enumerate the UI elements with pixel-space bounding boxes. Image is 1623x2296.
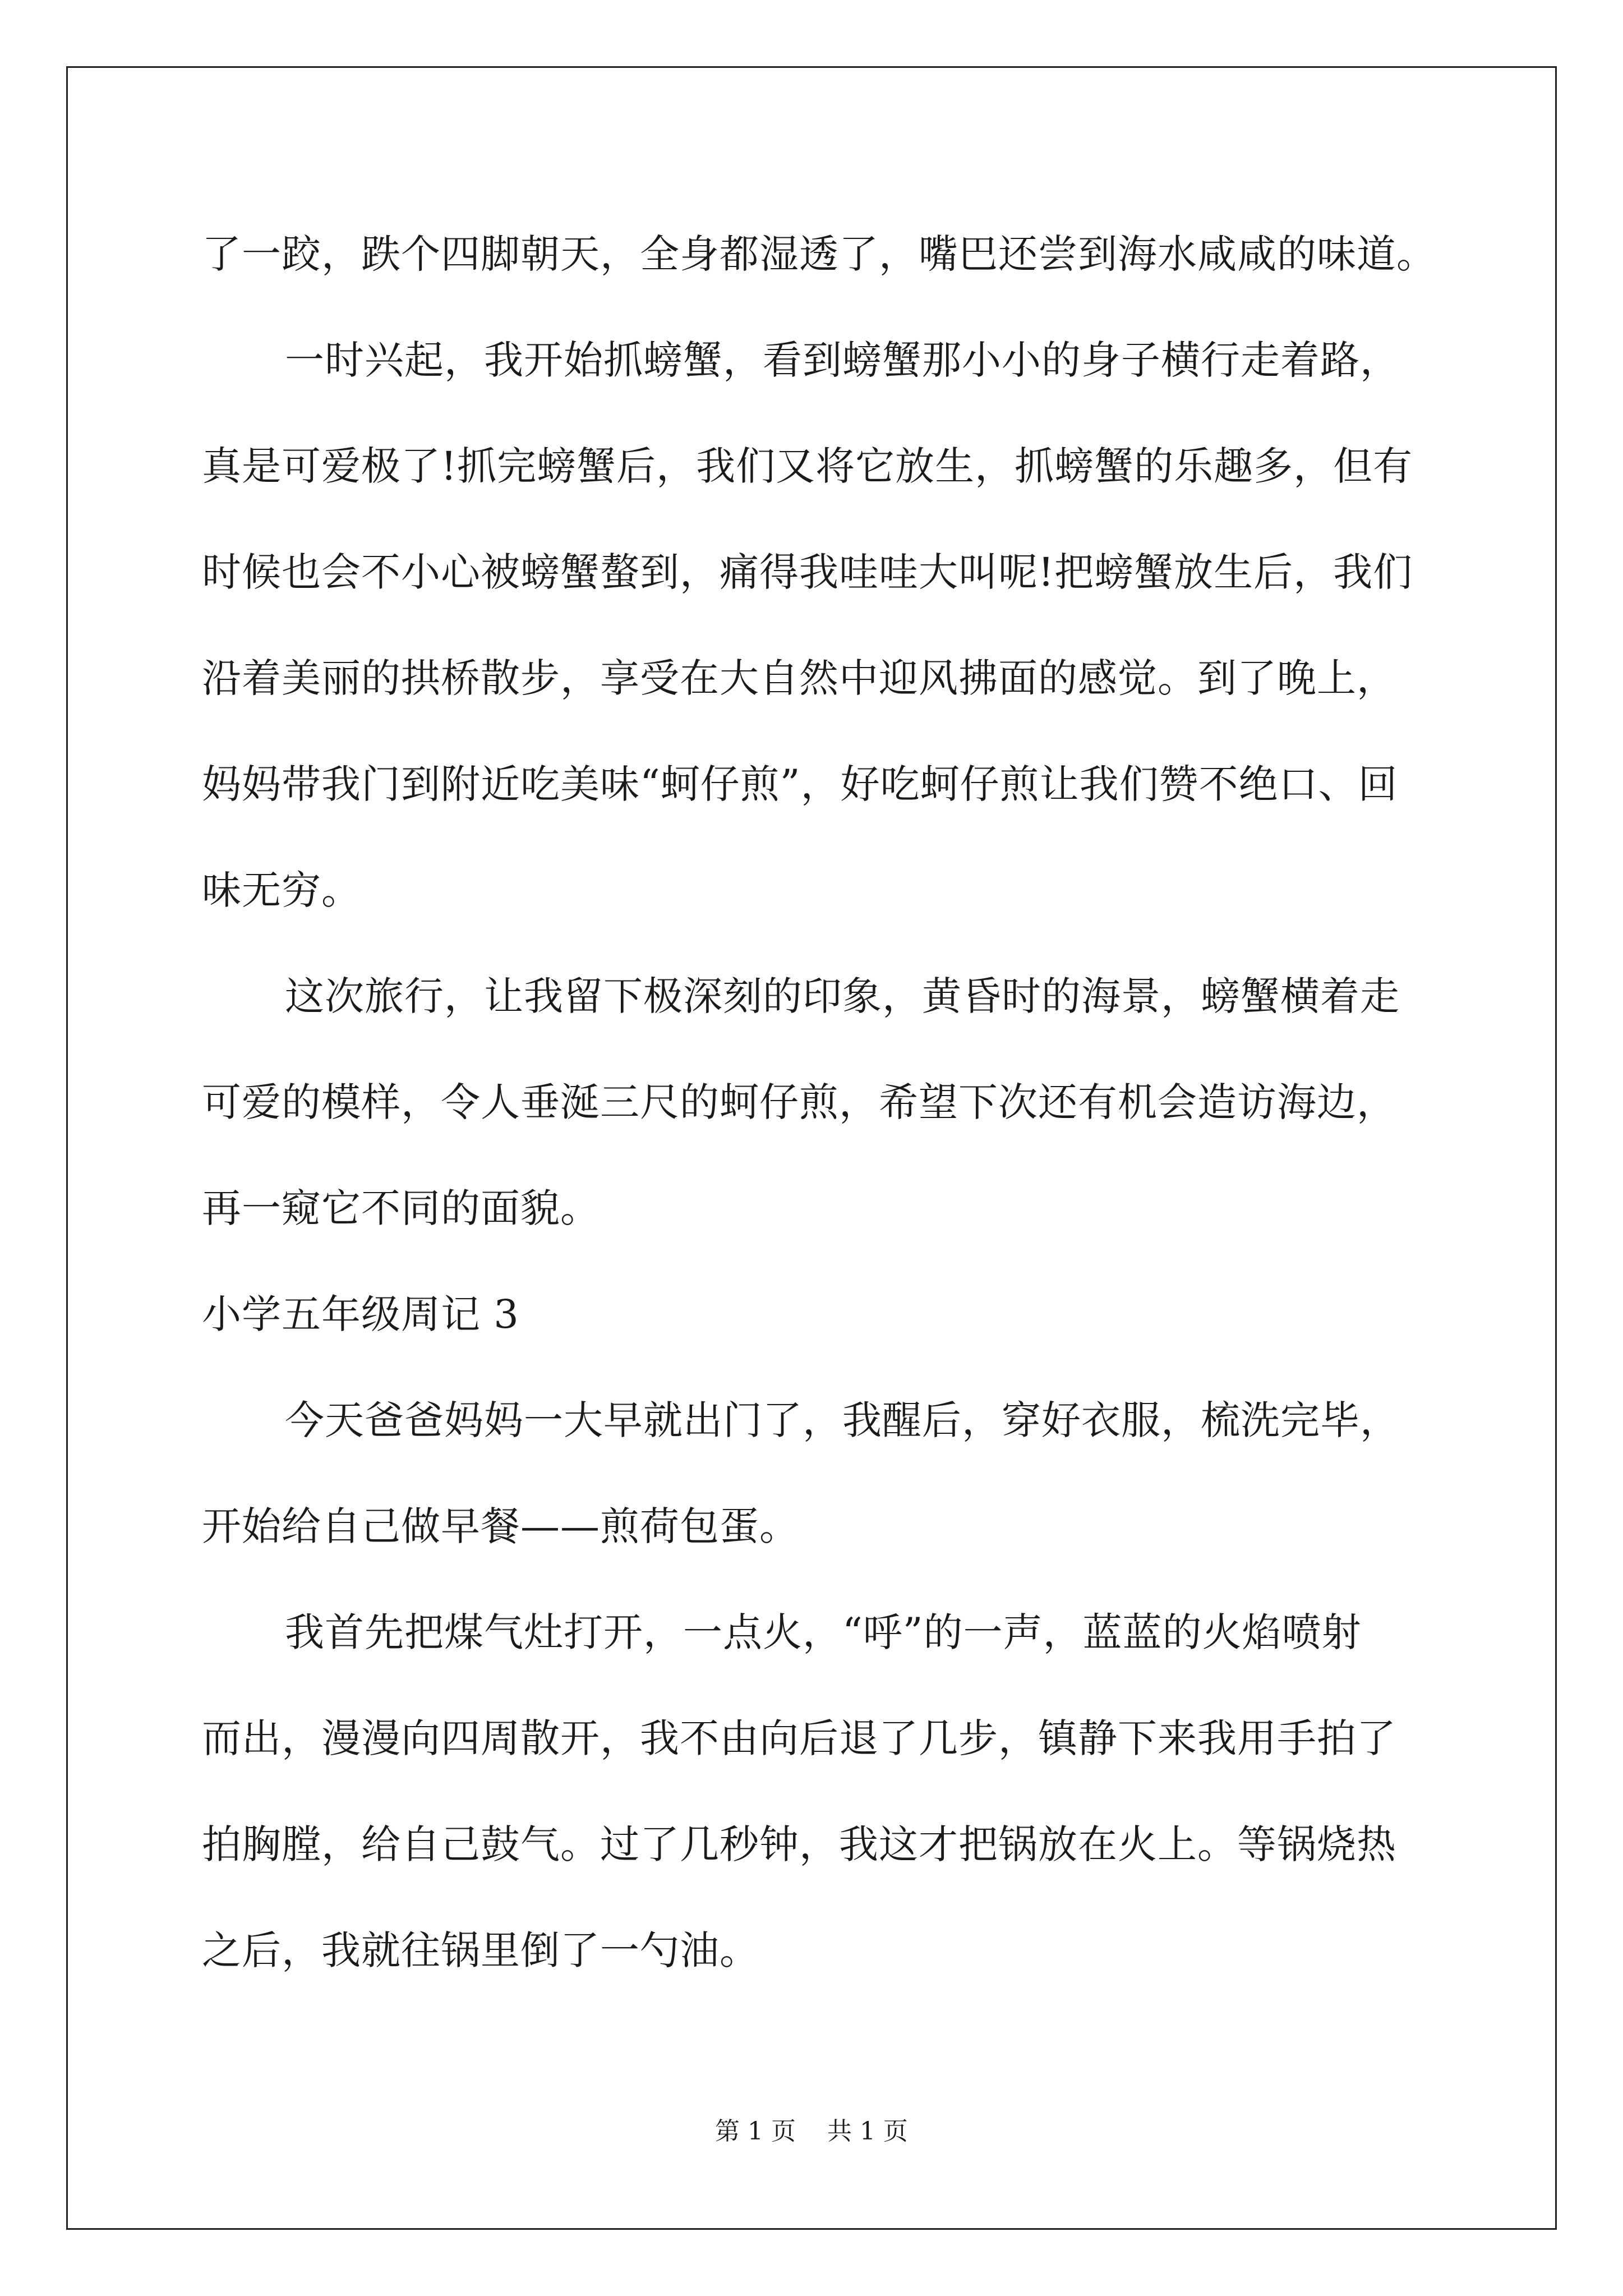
text-line: 而出，漫漫向四周散开，我不由向后退了几步，镇静下来我用手拍了 <box>202 1715 1396 1761</box>
text-line: 了一跤，跌个四脚朝天，全身都湿透了，嘴巴还尝到海水咸咸的味道。 <box>202 231 1436 277</box>
text-line: 可爱的模样，令人垂涎三尺的蚵仔煎，希望下次还有机会造访海边， <box>202 1079 1396 1125</box>
text-line: 再一窥它不同的面貌。 <box>202 1185 600 1231</box>
paragraph-start-line: 我首先把煤气灶打开，一点火，“呼”的一声，蓝蓝的火焰喷射 <box>285 1609 1362 1655</box>
page-footer: 第 1 页 共 1 页 <box>715 2117 908 2146</box>
text-line: 时候也会不小心被螃蟹螯到，痛得我哇哇大叫呢!把螃蟹放生后，我们 <box>202 549 1413 595</box>
paragraph-start-line: 今天爸爸妈妈一大早就出门了，我醒后，穿好衣服，梳洗完毕， <box>285 1397 1400 1443</box>
text-line: 之后，我就往锅里倒了一勺油。 <box>202 1927 759 1973</box>
text-line: 沿着美丽的拱桥散步，享受在大自然中迎风拂面的感觉。到了晚上， <box>202 655 1396 701</box>
document-body <box>202 212 1469 2014</box>
text-line: 开始给自己做早餐——煎荷包蛋。 <box>202 1503 799 1549</box>
paragraph-start-line: 一时兴起，我开始抓螃蟹，看到螃蟹那小小的身子横行走着路， <box>285 337 1400 383</box>
text-line: 真是可爱极了!抓完螃蟹后，我们又将它放生，抓螃蟹的乐趣多，但有 <box>202 443 1413 489</box>
paragraph-start-line: 这次旅行，让我留下极深刻的印象，黄昏时的海景，螃蟹横着走 <box>285 973 1400 1019</box>
text-line: 拍胸膛，给自己鼓气。过了几秒钟，我这才把锅放在火上。等锅烧热 <box>202 1821 1396 1867</box>
text-line: 妈妈带我门到附近吃美味“蚵仔煎”，好吃蚵仔煎让我们赞不绝口、回 <box>202 761 1398 807</box>
text-line: 味无穷。 <box>202 867 361 913</box>
section-heading: 小学五年级周记 3 <box>202 1291 519 1337</box>
